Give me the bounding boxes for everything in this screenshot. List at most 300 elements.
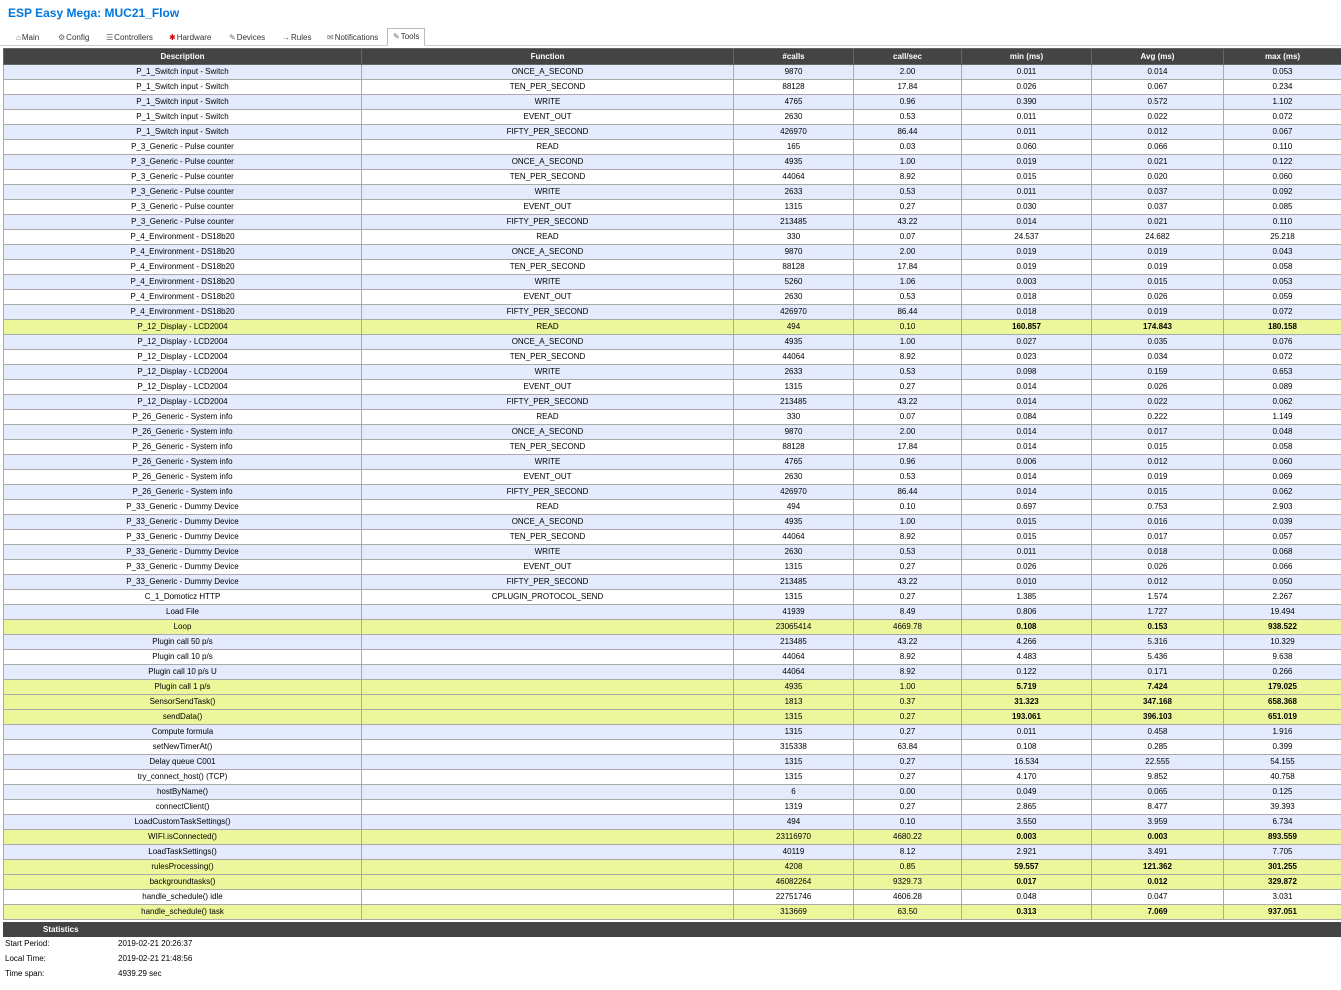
cell-function: ONCE_A_SECOND: [362, 155, 734, 170]
cell-min: 0.098: [962, 365, 1092, 380]
cell-max: 10.329: [1224, 635, 1341, 650]
cell-calls: 313669: [734, 905, 854, 920]
cell-avg: 0.016: [1092, 515, 1224, 530]
cell-min: 0.011: [962, 725, 1092, 740]
table-row: [4, 455, 1341, 470]
cell-description: Load File: [4, 605, 362, 620]
cell-min: 0.010: [962, 575, 1092, 590]
table-row: [4, 620, 1341, 635]
cell-call-per-sec: 2.00: [854, 425, 962, 440]
cell-function: READ: [362, 410, 734, 425]
table-row: [4, 260, 1341, 275]
statistics-header: Statistics: [3, 922, 1341, 937]
cell-description: P_26_Generic - System info: [4, 425, 362, 440]
cell-avg: 0.012: [1092, 125, 1224, 140]
cell-description: P_3_Generic - Pulse counter: [4, 215, 362, 230]
cell-calls: 315338: [734, 740, 854, 755]
cell-max: 0.057: [1224, 530, 1341, 545]
cell-min: 0.313: [962, 905, 1092, 920]
cell-function: ONCE_A_SECOND: [362, 425, 734, 440]
cell-max: 1.102: [1224, 95, 1341, 110]
cell-max: 0.399: [1224, 740, 1341, 755]
cell-call-per-sec: 63.84: [854, 740, 962, 755]
cell-max: 0.089: [1224, 380, 1341, 395]
cell-call-per-sec: 0.10: [854, 500, 962, 515]
cell-description: P_26_Generic - System info: [4, 470, 362, 485]
col-header-description: Description: [4, 49, 362, 65]
table-row: [4, 890, 1341, 905]
cell-min: 0.011: [962, 185, 1092, 200]
cell-max: 0.266: [1224, 665, 1341, 680]
plug-icon: ✎: [229, 33, 236, 42]
cell-description: Plugin call 10 p/s: [4, 650, 362, 665]
mail-icon: ✉: [327, 33, 334, 42]
cell-avg: 3.959: [1092, 815, 1224, 830]
cell-max: 0.110: [1224, 140, 1341, 155]
cell-function: EVENT_OUT: [362, 560, 734, 575]
cell-call-per-sec: 0.03: [854, 140, 962, 155]
cell-min: 0.014: [962, 485, 1092, 500]
cell-function: TEN_PER_SECOND: [362, 350, 734, 365]
cell-calls: 1315: [734, 200, 854, 215]
cell-max: 0.092: [1224, 185, 1341, 200]
cell-min: 0.697: [962, 500, 1092, 515]
cell-description: Plugin call 50 p/s: [4, 635, 362, 650]
cell-calls: 1319: [734, 800, 854, 815]
cell-avg: 121.362: [1092, 860, 1224, 875]
cell-calls: 44064: [734, 650, 854, 665]
cell-call-per-sec: 0.27: [854, 800, 962, 815]
cell-calls: 44064: [734, 530, 854, 545]
cell-function: [362, 785, 734, 800]
cell-calls: 1315: [734, 380, 854, 395]
cell-max: 6.734: [1224, 815, 1341, 830]
cell-description: P_33_Generic - Dummy Device: [4, 545, 362, 560]
cell-call-per-sec: 8.92: [854, 350, 962, 365]
cell-min: 0.015: [962, 515, 1092, 530]
cell-avg: 7.069: [1092, 905, 1224, 920]
cell-function: [362, 875, 734, 890]
cell-calls: 1813: [734, 695, 854, 710]
table-row: [4, 830, 1341, 845]
cell-max: 0.053: [1224, 65, 1341, 80]
cell-call-per-sec: 4680.22: [854, 830, 962, 845]
cell-function: CPLUGIN_PROTOCOL_SEND: [362, 590, 734, 605]
cell-description: handle_schedule() task: [4, 905, 362, 920]
tab-hardware[interactable]: ✱Hardware: [169, 33, 212, 42]
cell-calls: 330: [734, 230, 854, 245]
cell-description: P_4_Environment - DS18b20: [4, 275, 362, 290]
cell-description: rulesProcessing(): [4, 860, 362, 875]
cell-function: WRITE: [362, 275, 734, 290]
cell-calls: 44064: [734, 170, 854, 185]
tab-devices[interactable]: ✎Devices: [229, 33, 266, 42]
cell-avg: 8.477: [1092, 800, 1224, 815]
cell-calls: 4935: [734, 335, 854, 350]
cell-function: ONCE_A_SECOND: [362, 65, 734, 80]
cell-call-per-sec: 4669.78: [854, 620, 962, 635]
cell-call-per-sec: 9329.73: [854, 875, 962, 890]
cell-avg: 0.022: [1092, 395, 1224, 410]
cell-calls: 88128: [734, 80, 854, 95]
cell-description: P_26_Generic - System info: [4, 410, 362, 425]
cell-call-per-sec: 1.00: [854, 515, 962, 530]
tab-tools[interactable]: ✎Tools: [387, 28, 425, 46]
cell-max: 0.053: [1224, 275, 1341, 290]
table-row: [4, 905, 1341, 920]
cell-description: P_3_Generic - Pulse counter: [4, 140, 362, 155]
cell-function: [362, 695, 734, 710]
table-row: [4, 80, 1341, 95]
cell-description: P_3_Generic - Pulse counter: [4, 185, 362, 200]
cell-max: 0.043: [1224, 245, 1341, 260]
cell-calls: 9870: [734, 245, 854, 260]
cell-calls: 5260: [734, 275, 854, 290]
cell-function: FIFTY_PER_SECOND: [362, 485, 734, 500]
table-row: [4, 95, 1341, 110]
cell-min: 0.014: [962, 395, 1092, 410]
table-body: [4, 65, 1341, 920]
cell-calls: 4765: [734, 455, 854, 470]
cell-min: 0.026: [962, 80, 1092, 95]
cell-min: 0.014: [962, 470, 1092, 485]
cell-max: 651.019: [1224, 710, 1341, 725]
cell-function: [362, 605, 734, 620]
cell-calls: 44064: [734, 665, 854, 680]
cell-description: connectClient(): [4, 800, 362, 815]
cell-min: 0.084: [962, 410, 1092, 425]
table-row: [4, 125, 1341, 140]
cell-call-per-sec: 86.44: [854, 305, 962, 320]
cell-call-per-sec: 1.00: [854, 680, 962, 695]
cell-min: 0.108: [962, 620, 1092, 635]
cell-avg: 0.065: [1092, 785, 1224, 800]
cell-max: 7.705: [1224, 845, 1341, 860]
cell-min: 5.719: [962, 680, 1092, 695]
table-row: [4, 740, 1341, 755]
cell-calls: 4765: [734, 95, 854, 110]
table-row: [4, 875, 1341, 890]
table-row: [4, 605, 1341, 620]
cell-avg: 0.159: [1092, 365, 1224, 380]
table-row: [4, 845, 1341, 860]
cell-description: try_connect_host() (TCP): [4, 770, 362, 785]
cell-calls: 1315: [734, 755, 854, 770]
table-row: [4, 425, 1341, 440]
cell-call-per-sec: 0.27: [854, 380, 962, 395]
cell-function: [362, 830, 734, 845]
cell-min: 0.030: [962, 200, 1092, 215]
cell-description: P_12_Display - LCD2004: [4, 380, 362, 395]
cell-call-per-sec: 0.10: [854, 320, 962, 335]
cell-call-per-sec: 1.06: [854, 275, 962, 290]
cell-max: 0.069: [1224, 470, 1341, 485]
gear-icon: ⚙: [58, 33, 66, 42]
table-row: [4, 110, 1341, 125]
table-row: [4, 170, 1341, 185]
cell-function: [362, 740, 734, 755]
cell-function: FIFTY_PER_SECOND: [362, 125, 734, 140]
cell-avg: 0.753: [1092, 500, 1224, 515]
tab-notifications[interactable]: ✉Notifications: [327, 33, 379, 42]
cell-max: 19.494: [1224, 605, 1341, 620]
cell-call-per-sec: 0.27: [854, 590, 962, 605]
cell-max: 179.025: [1224, 680, 1341, 695]
cell-function: EVENT_OUT: [362, 290, 734, 305]
cell-function: FIFTY_PER_SECOND: [362, 575, 734, 590]
cell-calls: 1315: [734, 590, 854, 605]
cell-max: 0.062: [1224, 485, 1341, 500]
cell-max: 0.072: [1224, 350, 1341, 365]
table-row: [4, 695, 1341, 710]
cell-description: P_12_Display - LCD2004: [4, 320, 362, 335]
cell-max: 0.076: [1224, 335, 1341, 350]
cell-description: Compute formula: [4, 725, 362, 740]
cell-avg: 0.019: [1092, 260, 1224, 275]
cell-avg: 347.168: [1092, 695, 1224, 710]
cell-calls: 2633: [734, 185, 854, 200]
cell-description: sendData(): [4, 710, 362, 725]
cell-max: 0.048: [1224, 425, 1341, 440]
cell-min: 0.011: [962, 110, 1092, 125]
cell-calls: 213485: [734, 575, 854, 590]
cell-max: 0.060: [1224, 455, 1341, 470]
cell-max: 0.068: [1224, 545, 1341, 560]
cell-description: P_4_Environment - DS18b20: [4, 290, 362, 305]
cell-max: 0.072: [1224, 110, 1341, 125]
cell-description: P_12_Display - LCD2004: [4, 365, 362, 380]
cell-call-per-sec: 0.27: [854, 725, 962, 740]
cell-description: P_33_Generic - Dummy Device: [4, 560, 362, 575]
cell-avg: 22.555: [1092, 755, 1224, 770]
cell-min: 0.011: [962, 545, 1092, 560]
cell-min: 4.266: [962, 635, 1092, 650]
cell-description: P_4_Environment - DS18b20: [4, 260, 362, 275]
cell-function: [362, 890, 734, 905]
cell-call-per-sec: 17.84: [854, 80, 962, 95]
cell-avg: 5.316: [1092, 635, 1224, 650]
cell-call-per-sec: 0.53: [854, 185, 962, 200]
cell-avg: 0.015: [1092, 440, 1224, 455]
cell-min: 0.014: [962, 425, 1092, 440]
table-row: [4, 65, 1341, 80]
cell-max: 0.234: [1224, 80, 1341, 95]
stat-time-span: Time span: 4939.29 sec: [5, 969, 162, 978]
cell-description: P_33_Generic - Dummy Device: [4, 500, 362, 515]
cell-avg: 0.222: [1092, 410, 1224, 425]
cell-call-per-sec: 43.22: [854, 215, 962, 230]
cell-min: 0.390: [962, 95, 1092, 110]
cell-max: 3.031: [1224, 890, 1341, 905]
cell-function: FIFTY_PER_SECOND: [362, 395, 734, 410]
cell-avg: 0.035: [1092, 335, 1224, 350]
cell-min: 0.122: [962, 665, 1092, 680]
cell-max: 893.559: [1224, 830, 1341, 845]
cell-max: 0.058: [1224, 440, 1341, 455]
table-row: [4, 200, 1341, 215]
cell-avg: 7.424: [1092, 680, 1224, 695]
cell-max: 1.916: [1224, 725, 1341, 740]
cell-avg: 0.017: [1092, 425, 1224, 440]
cell-avg: 0.034: [1092, 350, 1224, 365]
cell-description: setNewTimerAt(): [4, 740, 362, 755]
cell-avg: 0.458: [1092, 725, 1224, 740]
cell-call-per-sec: 8.12: [854, 845, 962, 860]
cell-max: 1.149: [1224, 410, 1341, 425]
cell-call-per-sec: 0.27: [854, 755, 962, 770]
cell-description: P_12_Display - LCD2004: [4, 395, 362, 410]
col-header-max: max (ms): [1224, 49, 1341, 65]
cell-min: 0.015: [962, 530, 1092, 545]
cell-max: 0.072: [1224, 305, 1341, 320]
cell-min: 0.049: [962, 785, 1092, 800]
cell-min: 4.483: [962, 650, 1092, 665]
table-row: [4, 755, 1341, 770]
table-row: [4, 470, 1341, 485]
cell-avg: 0.014: [1092, 65, 1224, 80]
tab-rules[interactable]: →Rules: [282, 33, 312, 42]
cell-min: 59.557: [962, 860, 1092, 875]
cell-function: [362, 725, 734, 740]
cell-avg: 1.727: [1092, 605, 1224, 620]
cell-calls: 4208: [734, 860, 854, 875]
table-row: [4, 335, 1341, 350]
table-row: [4, 380, 1341, 395]
cell-avg: 0.572: [1092, 95, 1224, 110]
cell-function: READ: [362, 500, 734, 515]
cell-function: [362, 860, 734, 875]
cell-call-per-sec: 0.53: [854, 470, 962, 485]
tab-controllers[interactable]: ☰Controllers: [106, 33, 153, 42]
cell-call-per-sec: 8.49: [854, 605, 962, 620]
cell-avg: 0.019: [1092, 470, 1224, 485]
cell-avg: 1.574: [1092, 590, 1224, 605]
cell-min: 0.019: [962, 155, 1092, 170]
cell-calls: 4935: [734, 680, 854, 695]
cell-min: 0.108: [962, 740, 1092, 755]
cell-description: handle_schedule() idle: [4, 890, 362, 905]
cell-function: TEN_PER_SECOND: [362, 170, 734, 185]
cell-calls: 2633: [734, 365, 854, 380]
cell-calls: 2630: [734, 545, 854, 560]
cell-call-per-sec: 0.85: [854, 860, 962, 875]
cell-calls: 426970: [734, 125, 854, 140]
cell-max: 938.522: [1224, 620, 1341, 635]
cell-function: [362, 650, 734, 665]
cell-max: 0.110: [1224, 215, 1341, 230]
cell-function: EVENT_OUT: [362, 110, 734, 125]
table-row: [4, 350, 1341, 365]
cell-description: P_26_Generic - System info: [4, 440, 362, 455]
cell-min: 0.017: [962, 875, 1092, 890]
cell-min: 0.003: [962, 830, 1092, 845]
table-row: [4, 785, 1341, 800]
tab-config[interactable]: ⚙Config: [58, 33, 90, 42]
cell-max: 25.218: [1224, 230, 1341, 245]
cell-calls: 2630: [734, 110, 854, 125]
page-title: ESP Easy Mega: MUC21_Flow: [8, 6, 180, 20]
cell-min: 0.018: [962, 290, 1092, 305]
cell-description: Plugin call 1 p/s: [4, 680, 362, 695]
cell-min: 0.023: [962, 350, 1092, 365]
cell-description: P_26_Generic - System info: [4, 485, 362, 500]
cell-description: P_1_Switch input - Switch: [4, 65, 362, 80]
table-row: [4, 650, 1341, 665]
cell-avg: 0.012: [1092, 575, 1224, 590]
table-row: [4, 290, 1341, 305]
table-row: [4, 245, 1341, 260]
table-header-row: [4, 49, 1341, 65]
table-row: [4, 680, 1341, 695]
cell-max: 180.158: [1224, 320, 1341, 335]
table-row: [4, 320, 1341, 335]
cell-call-per-sec: 0.27: [854, 560, 962, 575]
cell-call-per-sec: 8.92: [854, 665, 962, 680]
cell-call-per-sec: 0.53: [854, 290, 962, 305]
cell-avg: 0.012: [1092, 875, 1224, 890]
cell-call-per-sec: 0.96: [854, 455, 962, 470]
table-row: [4, 575, 1341, 590]
cell-function: TEN_PER_SECOND: [362, 80, 734, 95]
cell-call-per-sec: 0.07: [854, 410, 962, 425]
cell-function: ONCE_A_SECOND: [362, 515, 734, 530]
cell-min: 31.323: [962, 695, 1092, 710]
cell-avg: 0.012: [1092, 455, 1224, 470]
cell-max: 0.050: [1224, 575, 1341, 590]
cell-function: WRITE: [362, 185, 734, 200]
cell-calls: 46082264: [734, 875, 854, 890]
cell-min: 0.048: [962, 890, 1092, 905]
cell-function: [362, 845, 734, 860]
table-row: [4, 725, 1341, 740]
table-row: [4, 140, 1341, 155]
cell-min: 0.806: [962, 605, 1092, 620]
cell-calls: 213485: [734, 395, 854, 410]
cell-avg: 0.003: [1092, 830, 1224, 845]
cell-avg: 0.026: [1092, 560, 1224, 575]
cell-avg: 0.015: [1092, 485, 1224, 500]
col-header-calls: #calls: [734, 49, 854, 65]
cell-description: P_3_Generic - Pulse counter: [4, 200, 362, 215]
cell-function: READ: [362, 140, 734, 155]
table-row: [4, 815, 1341, 830]
tab-main[interactable]: ⌂Main: [16, 33, 40, 42]
cell-avg: 0.047: [1092, 890, 1224, 905]
cell-avg: 0.037: [1092, 200, 1224, 215]
cell-call-per-sec: 43.22: [854, 575, 962, 590]
cell-min: 160.857: [962, 320, 1092, 335]
cell-calls: 40119: [734, 845, 854, 860]
cell-avg: 174.843: [1092, 320, 1224, 335]
cell-min: 0.019: [962, 245, 1092, 260]
table-row: [4, 440, 1341, 455]
stat-local-time: Local Time: 2019-02-21 21:48:56: [5, 954, 193, 963]
cell-call-per-sec: 0.27: [854, 770, 962, 785]
cell-function: [362, 635, 734, 650]
cell-max: 937.051: [1224, 905, 1341, 920]
cell-calls: 2630: [734, 290, 854, 305]
controller-icon: ☰: [106, 33, 114, 42]
cell-call-per-sec: 1.00: [854, 335, 962, 350]
table-row: [4, 215, 1341, 230]
cell-calls: 6: [734, 785, 854, 800]
cell-min: 0.060: [962, 140, 1092, 155]
table-row: [4, 545, 1341, 560]
cell-description: P_1_Switch input - Switch: [4, 95, 362, 110]
cell-call-per-sec: 0.07: [854, 230, 962, 245]
cell-avg: 0.067: [1092, 80, 1224, 95]
cell-min: 16.534: [962, 755, 1092, 770]
